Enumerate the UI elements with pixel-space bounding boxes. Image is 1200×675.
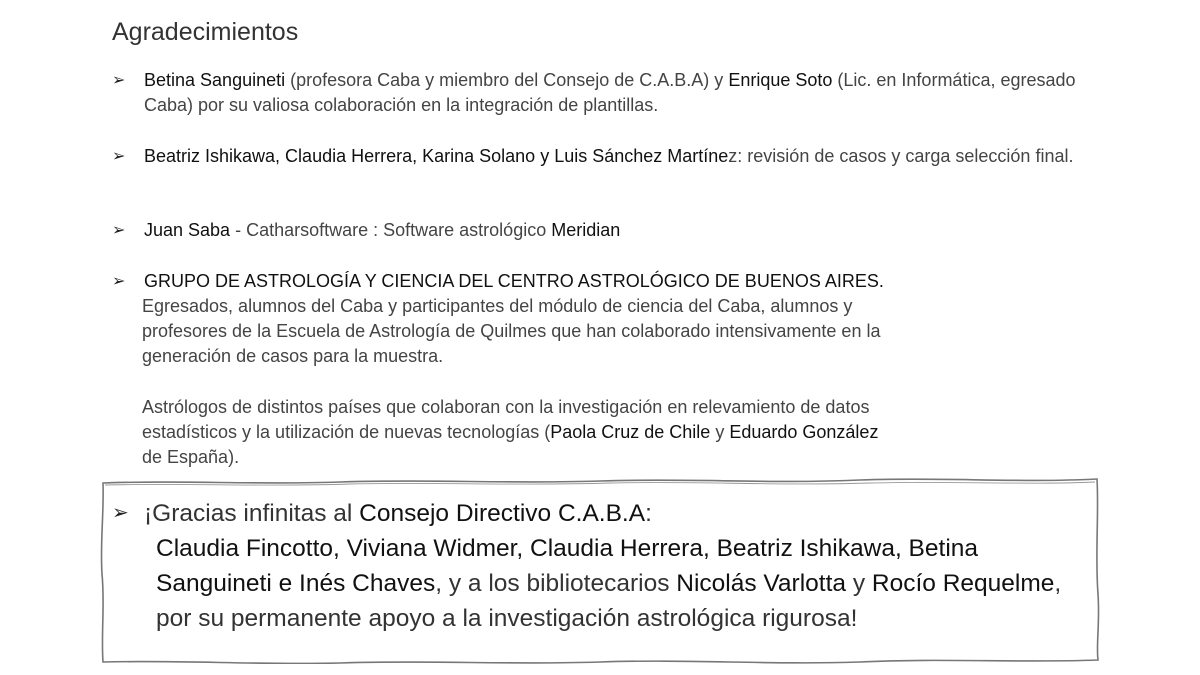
acknowledgement-text-3 [144,218,1092,243]
thanks-text: y [846,570,872,597]
person-name: Juan Saba [144,220,231,240]
paragraph-line: Astrólogos de distintos países que colaboran con la investigación en relevamiento de datos [142,397,870,417]
group-paragraph-2 [142,395,1042,470]
arrow-bullet-icon: ➢ [112,72,126,89]
thanks-intro-line [144,496,1072,531]
thanks-text: , por su permanente apoyo a la investigación astrológica rigurosa! [156,570,1062,632]
paragraph-line: Egresados, alumnos del Caba y participantes del módulo de ciencia del Caba, alumnos y [142,296,853,316]
arrow-bullet-icon: ➢ [112,148,126,165]
acknowledgement-text-2 [144,144,1092,169]
person-name: Enrique Soto [728,70,833,90]
person-name: Betina Sanguineti [144,70,286,90]
council-name: Consejo Directivo C.A.B.A [359,500,646,527]
group-paragraph-1 [142,294,1042,369]
paragraph-text: estadísticos y la utilización de nuevas tecnologías ( [142,422,551,442]
description: z: revisión de casos y carga selección final. [728,146,1074,166]
paragraph-text: y [710,422,730,442]
group-heading: GRUPO DE ASTROLOGÍA Y CIENCIA DEL CENTRO ASTROLÓGICO DE BUENOS AIRES. [144,271,884,291]
acknowledgement-item-2 [112,144,1092,169]
person-name: Eduardo González [729,422,879,442]
arrow-bullet-icon: ➢ [112,502,129,524]
council-members: Claudia Fincotto, Viviana Widmer, Claudia Herrera, Beatriz Ishikawa, Betina Sanguineti e Inés Chaves [156,535,979,597]
thanks-text: , y a los bibliotecarios [435,570,677,597]
page-title: Agradecimientos [112,18,299,46]
arrow-bullet-icon: ➢ [112,273,126,290]
paragraph-line: generación de casos para la muestra. [142,346,444,366]
description: - Catharsoftware : Software astrológico [230,220,552,240]
thanks-colon: : [645,500,652,527]
arrow-bullet-icon: ➢ [112,222,126,239]
acknowledgement-text-1 [144,68,1092,118]
thanks-body [156,531,1072,636]
librarian-name: Rocío Requelme [871,570,1055,597]
acknowledgement-item-1 [112,68,1092,118]
thanks-message [112,496,1072,636]
acknowledgement-item-3 [112,218,1092,243]
person-name: Paola Cruz de Chile [550,422,711,442]
acknowledgement-item-4 [112,269,1092,294]
paragraph-line [142,420,1042,445]
person-names: Beatriz Ishikawa, Claudia Herrera, Karina Solano y Luis Sánchez Martíne [144,146,729,166]
librarian-name: Nicolás Varlotta [676,570,847,597]
description: (profesora Caba y miembro del Consejo de C.A.B.A) y [285,70,729,90]
paragraph-line: de España). [142,447,240,467]
thanks-intro: ¡Gracias infinitas al [144,500,360,527]
description: (Lic. en Informática, egresado Caba) por su valiosa colaboración en la integración de plantillas. [144,70,1076,115]
product-name: Meridian [551,220,621,240]
paragraph-line: profesores de la Escuela de Astrología de Quilmes que han colaborado intensivamente en la [142,321,881,341]
